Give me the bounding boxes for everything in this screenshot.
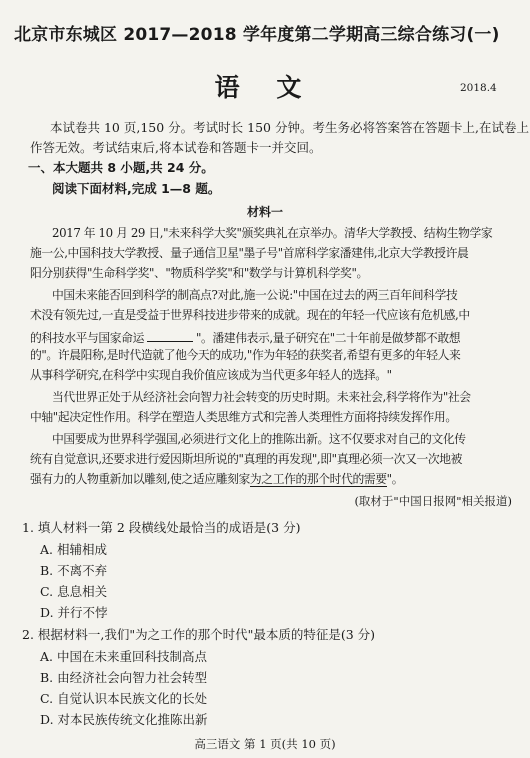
question-1-option-a[interactable]: A. 相辅相成 (40, 542, 107, 557)
page-footer: 高三语文 第 1 页(共 10 页) (194, 737, 336, 751)
material-p2-line-2: 术没有领先过,一直是受益于世界科技进步带来的成就。现在的年轻一代应该有危机感,中 (30, 308, 470, 322)
material-p2-line-5: 从事科学研究,在科学中实现自我价值应该成为当代更多年轻人的选择。" (30, 368, 392, 382)
instructions-line-2: 作答无效。考试结束后,将本试卷和答题卡一并交回。 (30, 140, 322, 155)
material-label: 材料一 (246, 205, 283, 219)
section-heading: 一、本大题共 8 小题,共 24 分。 (28, 160, 214, 175)
question-2-stem: 2. 根据材料一,我们"为之工作的那个时代"最本质的特征是(3 分) (22, 627, 376, 642)
fill-in-blank[interactable] (147, 330, 193, 342)
material-p4-line-1: 中国要成为世界科学强国,必须进行文化上的推陈出新。这不仅要求对自己的文化传 (52, 432, 466, 446)
question-2-option-a[interactable]: A. 中国在未来重回科技制高点 (40, 649, 207, 664)
question-2-option-c[interactable]: C. 自觉认识本民族文化的长处 (40, 691, 208, 706)
material-p1-line-2: 施一公,中国科技大学教授、量子通信卫星"墨子号"首席科学家潘建伟,北京大学教授许晨 (30, 246, 469, 260)
material-p4-line-3-a: 强有力的人物重新加以雕刻,使之适应雕刻家 (30, 472, 250, 486)
material-p2-line-1: 中国未来能否回到科学的制高点?对此,施一公说:"中国在过去的两三百年间科学技 (52, 288, 458, 302)
material-p2-line-3 (30, 330, 512, 345)
material-p3-line-2: 中轴"起决定性作用。科学在塑造人类思维方式和完善人类理性方面将持续发挥作用。 (30, 410, 457, 424)
question-1-option-b[interactable]: B. 不离不弃 (40, 563, 108, 578)
exam-date: 2018.4 (460, 82, 497, 94)
material-p4-line-3-b: "。 (386, 472, 404, 486)
material-p2-line-4: 的"。许晨阳称,是时代造就了他今天的成功,"作为年轻的获奖者,希望有更多的年轻人来 (30, 348, 461, 362)
material-p1-line-3: 阳分别获得"生命科学奖"、"物质科学奖"和"数学与计算机科学奖"。 (30, 266, 368, 280)
question-2-option-d[interactable]: D. 对本民族传统文化推陈出新 (40, 712, 208, 727)
instructions-line-1: 本试卷共 10 页,150 分。考试时长 150 分钟。考生务必将答案答在答题卡上,在试卷上 (50, 120, 529, 135)
exam-title: 北京市东城区 2017—2018 学年度第二学期高三综合练习(一) (14, 25, 500, 45)
underlined-phrase: 为之工作的那个时代的需要 (249, 472, 387, 486)
material-p1-line-1: 2017 年 10 月 29 日,"未来科学大奖"颁奖典礼在京举办。清华大学教授、结构生物学家 (52, 226, 493, 240)
question-1-stem: 1. 填人材料一第 2 段横线处最恰当的成语是(3 分) (22, 520, 301, 535)
question-1-option-c[interactable]: C. 息息相关 (40, 584, 108, 599)
material-source: (取材于"中国日报网"相关报道) (354, 494, 512, 508)
material-p4-line-3 (30, 474, 512, 486)
subject-title: 语 文 (214, 73, 316, 102)
material-p2-line-3-b: "。潘建伟表示,量子研究在"二十年前是做梦都不敢想 (195, 331, 461, 345)
question-1-option-d[interactable]: D. 并行不悖 (40, 605, 108, 620)
material-p3-line-1: 当代世界正处于从经济社会向智力社会转变的历史时期。未来社会,科学将作为"社会 (52, 390, 471, 404)
material-p2-line-3-a: 的科技水平与国家命运 (30, 331, 144, 345)
section-direction: 阅读下面材料,完成 1—8 题。 (52, 181, 221, 196)
question-2-option-b[interactable]: B. 由经济社会向智力社会转型 (40, 670, 208, 685)
material-p4-line-2: 统有自觉意识,还要求进行爱因斯坦所说的"真理的再发现",即"真理必须一次又一次地被 (30, 452, 463, 466)
